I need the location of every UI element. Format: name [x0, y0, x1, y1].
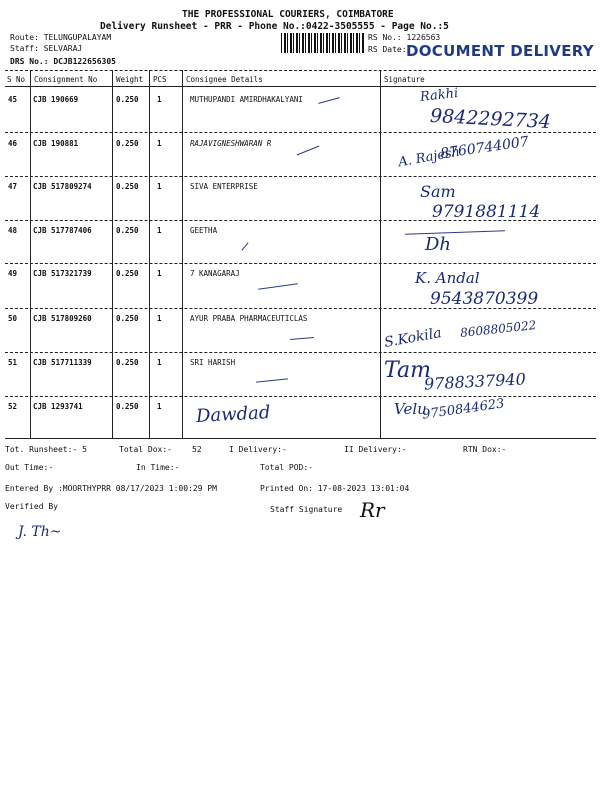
tick-mark: [241, 242, 248, 250]
row-divider: [5, 396, 596, 397]
tick-mark: [256, 378, 288, 382]
row-sno: 49: [8, 269, 18, 278]
row-receiver-name: S.Kokila: [383, 325, 443, 351]
row-consignee: 7 KANAGARAJ: [190, 269, 240, 278]
col-divider: [182, 70, 183, 438]
row-receiver-name: Sam: [420, 182, 456, 201]
verifier-signature: J. Th~: [18, 524, 62, 540]
row-weight: 0.250: [116, 226, 139, 235]
row-pcs: 1: [157, 269, 162, 278]
header-bottom-rule: [5, 86, 596, 87]
rs-number: RS No.: 1226563: [368, 33, 441, 42]
row-signature: 8608805022: [459, 318, 537, 340]
total-dox-label: Total Dox:-: [119, 445, 172, 454]
printed-on: Printed On: 17-08-2023 13:01:04: [260, 484, 410, 493]
entered-by: Entered By :MOORTHYPRR 08/17/2023 1:00:29 PM: [5, 484, 217, 493]
handwritten-note: Dawdad: [195, 402, 271, 427]
row-divider: [5, 176, 596, 177]
row-divider: [5, 220, 596, 221]
row-weight: 0.250: [116, 139, 139, 148]
row-pcs: 1: [157, 358, 162, 367]
row-signature: 9543870399: [430, 289, 539, 309]
staff-signature-label: Staff Signature: [270, 505, 343, 514]
row-weight: 0.250: [116, 402, 139, 411]
col-signature: Signature: [384, 75, 425, 84]
total-dox-value: 52: [192, 445, 202, 454]
table-bottom-rule: [5, 438, 596, 439]
row-consignment: CJB 517809260: [33, 314, 92, 323]
row-divider: [5, 263, 596, 264]
row-receiver-name: A. Rajesh: [397, 144, 462, 171]
row-consignee: RAJAVIGNESHWARAN R: [190, 139, 272, 148]
rtn-dox: RTN Dox:-: [463, 445, 507, 454]
row-pcs: 1: [157, 314, 162, 323]
row-weight: 0.250: [116, 314, 139, 323]
row-receiver-name: Rakhi: [419, 86, 459, 105]
row-receiver-name: K. Andal: [415, 269, 480, 287]
i-delivery: I Delivery:-: [229, 445, 287, 454]
tick-mark: [318, 97, 340, 104]
col-divider: [112, 70, 113, 438]
row-receiver-name: Tam: [384, 358, 431, 383]
header-top-rule: [5, 70, 596, 71]
row-divider: [5, 308, 596, 309]
row-signature: 9791881114: [432, 202, 541, 222]
row-consignment: CJB 517809274: [33, 182, 92, 191]
staff-label: Staff: SELVARAJ: [10, 44, 83, 53]
col-divider: [380, 70, 381, 438]
tick-mark: [297, 146, 320, 156]
row-consignment: CJB 190881: [33, 139, 79, 148]
out-time: Out Time:-: [5, 463, 54, 472]
document-delivery-stamp: DOCUMENT DELIVERY: [406, 42, 594, 60]
col-consignment: Consignment No: [34, 75, 98, 84]
col-weight: Weight: [116, 75, 144, 84]
row-pcs: 1: [157, 95, 162, 104]
row-sno: 45: [8, 95, 18, 104]
ii-delivery: II Delivery:-: [344, 445, 407, 454]
row-divider: [5, 132, 596, 133]
row-pcs: 1: [157, 182, 162, 191]
tick-mark: [290, 337, 314, 340]
runsheet-title: Delivery Runsheet - PRR - Phone No.:0422-3505555 - Page No.:5: [100, 21, 449, 32]
row-pcs: 1: [157, 139, 162, 148]
row-sno: 46: [8, 139, 18, 148]
rs-date-label: RS Date:: [368, 45, 407, 54]
tick-mark: [258, 283, 298, 290]
row-sno: 51: [8, 358, 18, 367]
row-signature: 9750844623: [421, 396, 506, 423]
col-divider: [149, 70, 150, 438]
row-consignee: AYUR PRABA PHARMACEUTICLAS: [190, 314, 308, 323]
row-consignee: SRI HARISH: [190, 358, 236, 367]
row-consignee: SIVA ENTERPRISE: [190, 182, 258, 191]
row-pcs: 1: [157, 226, 162, 235]
row-signature: 8760744007: [439, 133, 530, 163]
col-sno: S No: [7, 75, 26, 84]
row-consignment: CJB 190669: [33, 95, 79, 104]
col-divider: [30, 70, 31, 438]
verified-by: Verified By: [5, 502, 58, 511]
row-sno: 50: [8, 314, 18, 323]
row-signature: 9842292734: [429, 104, 552, 134]
staff-signature: Rr: [360, 498, 385, 522]
tot-runsheet: Tot. Runsheet:- 5: [5, 445, 87, 454]
company-name: THE PROFESSIONAL COURIERS, COIMBATORE: [182, 9, 394, 20]
barcode: [281, 33, 365, 53]
row-weight: 0.250: [116, 269, 139, 278]
row-consignment: CJB 1293741: [33, 402, 83, 411]
row-weight: 0.250: [116, 182, 139, 191]
in-time: In Time:-: [136, 463, 180, 472]
row-pcs: 1: [157, 402, 162, 411]
row-sno: 52: [8, 402, 18, 411]
row-weight: 0.250: [116, 358, 139, 367]
row-signature: Dh: [425, 234, 452, 255]
row-weight: 0.250: [116, 95, 139, 104]
row-divider: [5, 352, 596, 353]
row-sno: 47: [8, 182, 18, 191]
row-signature: 9788337940: [423, 369, 527, 394]
row-consignment: CJB 517711339: [33, 358, 92, 367]
row-consignee: GEETHA: [190, 226, 218, 235]
total-pod: Total POD:-: [260, 463, 313, 472]
row-receiver-name: Velu: [394, 400, 427, 418]
row-consignee: MUTHUPANDI AMIRDHAKALYANI: [190, 95, 303, 104]
signature-stroke: [405, 230, 505, 234]
route-label: Route: TELUNGUPALAYAM: [10, 33, 112, 42]
row-consignment: CJB 517321739: [33, 269, 92, 278]
col-pcs: PCS: [153, 75, 167, 84]
row-consignment: CJB 517787406: [33, 226, 92, 235]
col-consignee: Consignee Details: [186, 75, 263, 84]
drs-number: DRS No.: DCJB122656305: [10, 57, 116, 66]
row-sno: 48: [8, 226, 18, 235]
